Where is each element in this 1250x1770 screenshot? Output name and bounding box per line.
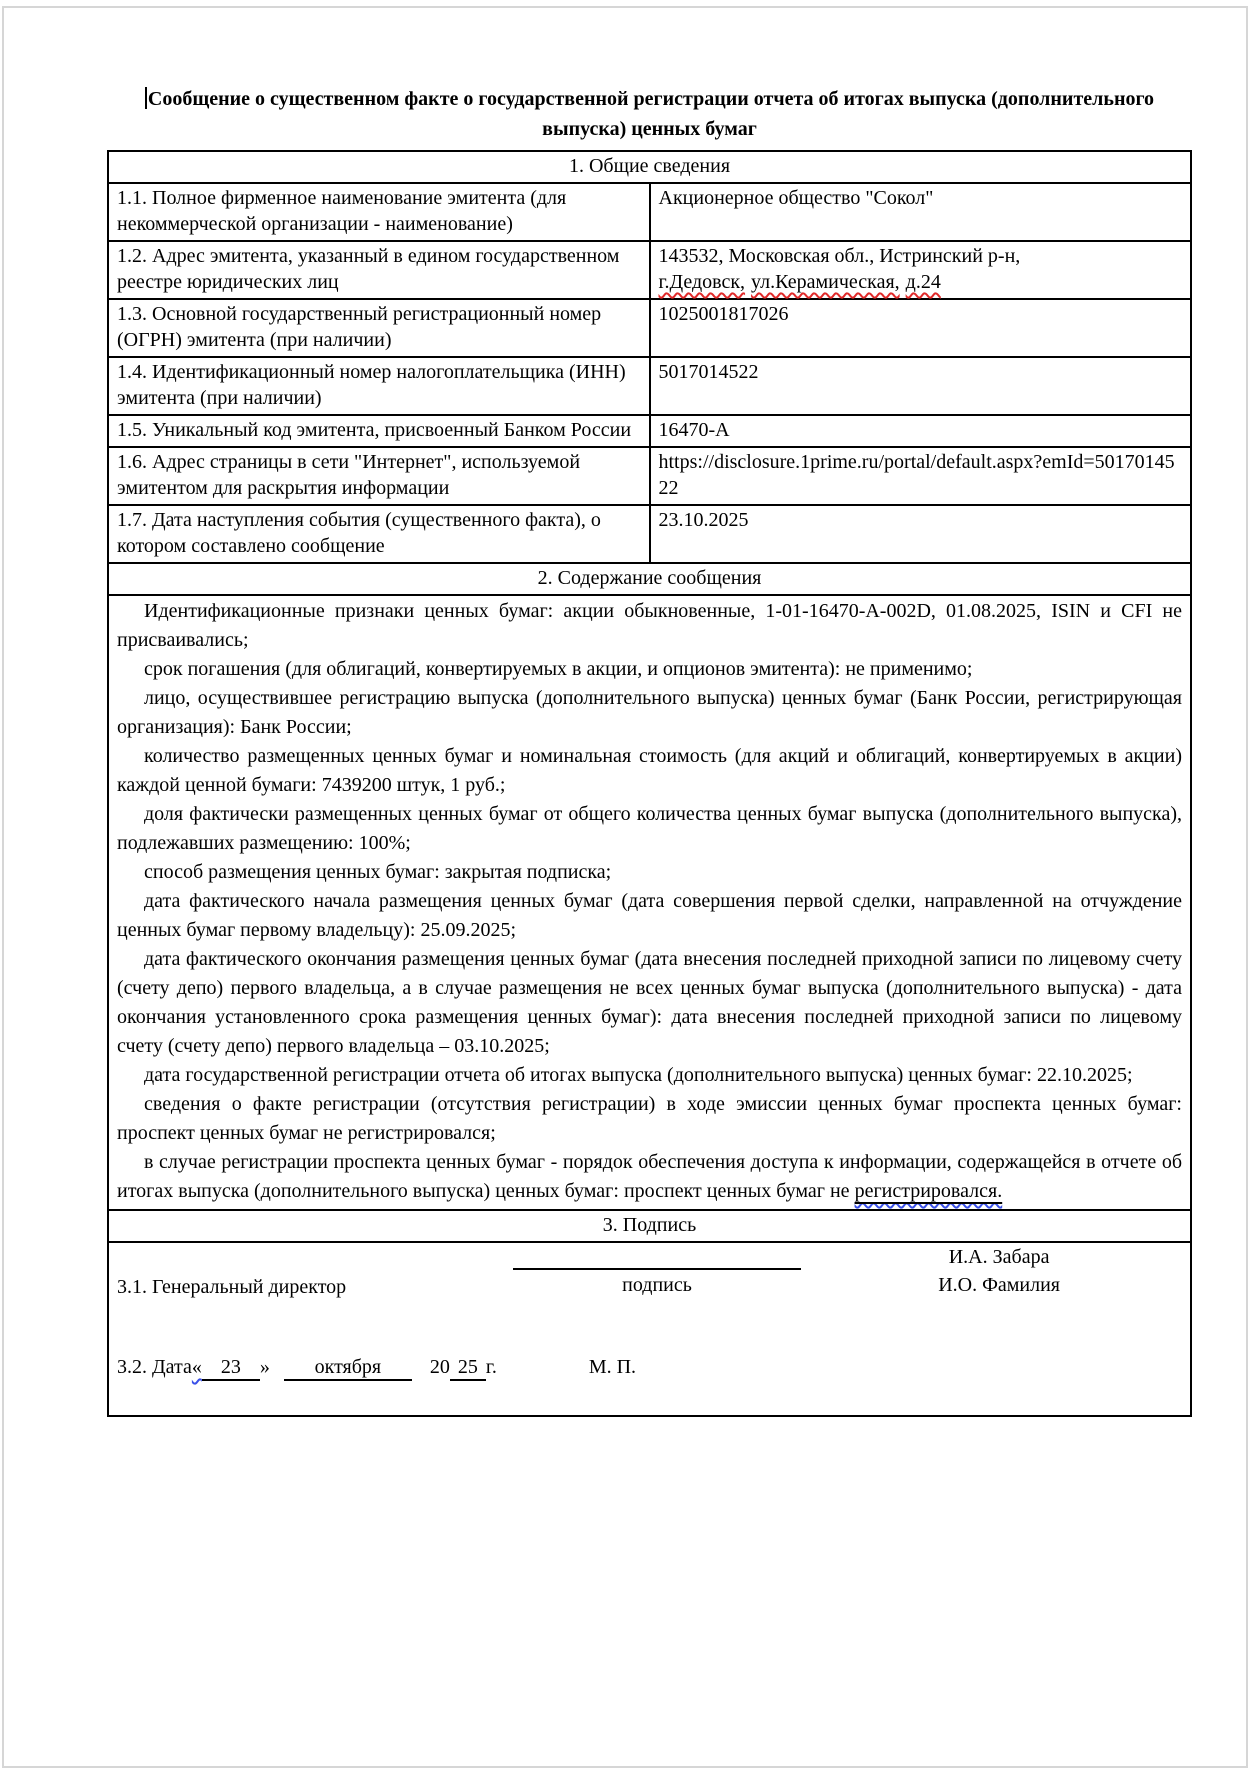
- paragraph-placement-start-date: дата фактического начала размещения ценных бумаг (дата совершения первой сделки, направленной на отчуждение ценных бумаг первому владельцу): 25.09.2025;: [117, 890, 1182, 941]
- signature-block: [108, 1242, 1191, 1416]
- paragraph-placed-share: доля фактически размещенных ценных бумаг от общего количества ценных бумаг выпуска (дополнительного выпуска), подлежавших размещению: 100%;: [117, 803, 1182, 854]
- date-prefix: 3.2. Дата: [117, 1356, 192, 1378]
- field-label-event-date: 1.7. Дата наступления события (существенного факта), о котором составлено сообщение: [108, 505, 650, 563]
- paragraph-maturity: срок погашения (для облигаций, конвертируемых в акции, и опционов эмитента): не применимо;: [144, 658, 973, 680]
- section3-header-row: [108, 1210, 1191, 1242]
- signer-name: И.А. Забара: [948, 1246, 1050, 1268]
- table-row-1-3: [108, 299, 1191, 357]
- field-label-full-name: 1.1. Полное фирменное наименование эмитента (для некоммерческой организации - наименование): [108, 183, 650, 241]
- field-label-issuer-code: 1.5. Уникальный код эмитента, присвоенный Банком России: [108, 415, 650, 447]
- section3-content-row: [108, 1242, 1191, 1416]
- date-day-blank: 23: [202, 1355, 260, 1381]
- field-value-full-name: Акционерное общество "Сокол": [650, 183, 1192, 241]
- paragraph-prospectus-access: [117, 1148, 1182, 1206]
- document-body: [107, 8, 1192, 1417]
- paragraph-report-registration-date: дата государственной регистрации отчета об итогах выпуска (дополнительного выпуска) ценных бумаг: 22.10.2025;: [144, 1064, 1133, 1086]
- table-row-1-7: [108, 505, 1191, 563]
- date-month-blank: октября: [284, 1355, 412, 1381]
- position-label: 3.1. Генеральный директор: [117, 1276, 347, 1298]
- field-label-inn: 1.4. Идентификационный номер налогоплательщика (ИНН) эмитента (при наличии): [108, 357, 650, 415]
- section2-header: 2. Содержание сообщения: [108, 563, 1191, 595]
- field-label-address: 1.2. Адрес эмитента, указанный в едином государственном реестре юридических лиц: [108, 241, 650, 299]
- signer-name-block: [938, 1244, 1060, 1300]
- section1-header: 1. Общие сведения: [108, 151, 1191, 183]
- signature-line: [513, 1246, 801, 1270]
- field-value-address: [650, 241, 1192, 299]
- signature-row: [117, 1244, 1182, 1300]
- field-label-ogrn: 1.3. Основной государственный регистрационный номер (ОГРН) эмитента (при наличии): [108, 299, 650, 357]
- section1-header-row: [108, 151, 1191, 183]
- address-part-street: ул.Керамическая,: [751, 271, 900, 293]
- close-quote: »: [259, 1356, 270, 1378]
- paragraph-identification: Идентификационные признаки ценных бумаг: акции обыкновенные, 1-01-16470-А-002D, 01.08.2025, ISIN и CFI не присваивались;: [117, 600, 1182, 651]
- paragraph-quantity-nominal: количество размещенных ценных бумаг и номинальная стоимость (для акций и облигаций, конвертируемых в акции) каждой ценной бумаги: 7439200 штук, 1 руб.;: [117, 745, 1182, 796]
- document-title: [107, 8, 1192, 144]
- date-year-unit: г.: [485, 1356, 497, 1378]
- paragraph-placement-end-date: дата фактического окончания размещения ценных бумаг (дата внесения последней приходной записи по лицевому счету (счету депо) первого владельца, а в случае размещения не всех ценных бумаг выпуска (дополнительного выпуска) - дата окончания установленного срока размещения ценных бумаг): дата внесения последней приходной записи по лицевому счету (счету депо) первого владельца – 03.10.2025;: [117, 948, 1182, 1057]
- text-cursor-icon: [145, 87, 147, 109]
- paragraph-registrar: лицо, осуществившее регистрацию выпуска (дополнительного выпуска) ценных бумаг (Банк России, регистрирующая организация): Банк России;: [117, 687, 1182, 738]
- message-content: [108, 595, 1191, 1210]
- signer-name-caption: И.О. Фамилия: [938, 1274, 1060, 1296]
- paragraph-placement-method: способ размещения ценных бумаг: закрытая подписка;: [144, 861, 612, 883]
- table-row-1-6: [108, 447, 1191, 505]
- address-part-city: г.Дедовск,: [658, 271, 746, 293]
- section2-header-row: [108, 563, 1191, 595]
- date-century: 20: [429, 1356, 450, 1378]
- disclosure-table: [107, 150, 1192, 1417]
- grammar-marked-word-wrap: [855, 1180, 1003, 1202]
- date-row: [117, 1354, 1182, 1381]
- field-value-ogrn: 1025001817026: [650, 299, 1192, 357]
- date-year-blank: 25: [450, 1355, 486, 1381]
- field-value-event-date: 23.10.2025: [650, 505, 1192, 563]
- open-quote: «: [191, 1356, 202, 1378]
- signature-line-block: [513, 1246, 801, 1300]
- signature-caption: подпись: [622, 1274, 692, 1296]
- document-page: [2, 6, 1248, 1768]
- field-value-website: https://disclosure.1prime.ru/portal/default.aspx?emId=5017014522: [650, 447, 1192, 505]
- address-line1: 143532, Московская обл., Истринский р-н,: [658, 245, 1021, 267]
- section2-content-row: [108, 595, 1191, 1210]
- address-part-house: д.24: [905, 271, 941, 293]
- table-row-1-2: [108, 241, 1191, 299]
- document-title-text: Сообщение о существенном факте о государственной регистрации отчета об итогах выпуска (дополнительного выпуска) ценных бумаг: [147, 88, 1155, 140]
- underlined-word: регистрировался.: [854, 1180, 1003, 1202]
- paragraph-prospectus-registration: сведения о факте регистрации (отсутствия регистрации) в ходе эмиссии ценных бумаг проспекта ценных бумаг: проспект ценных бумаг не регистрировался;: [117, 1093, 1182, 1144]
- field-value-inn: 5017014522: [650, 357, 1192, 415]
- field-label-website: 1.6. Адрес страницы в сети "Интернет", используемой эмитентом для раскрытия информации: [108, 447, 650, 505]
- section3-header: 3. Подпись: [108, 1210, 1191, 1242]
- table-row-1-5: [108, 415, 1191, 447]
- table-row-1-1: [108, 183, 1191, 241]
- table-row-1-4: [108, 357, 1191, 415]
- paragraph-prospectus-access-lead: в случае регистрации проспекта ценных бумаг - порядок обеспечения доступа к информации, содержащейся в отчете об итогах выпуска (дополнительного выпуска) ценных бумаг: проспект ценных бумаг не: [117, 1151, 1182, 1202]
- seal-placeholder: М. П.: [588, 1356, 637, 1378]
- field-value-issuer-code: 16470-A: [650, 415, 1192, 447]
